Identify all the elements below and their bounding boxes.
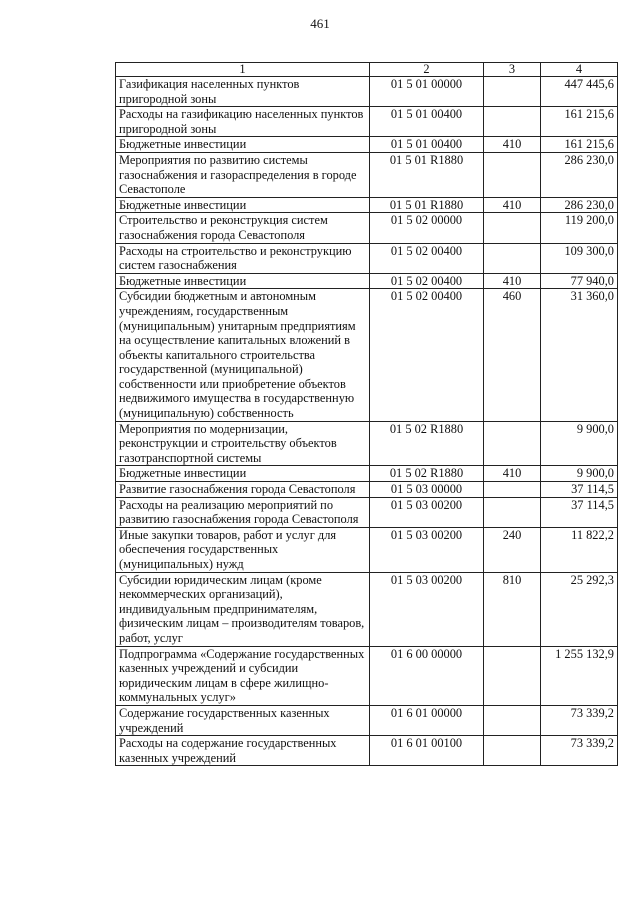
table-row xyxy=(116,213,618,243)
expense-type xyxy=(484,213,541,243)
item-name: Строительство и реконструкция систем газоснабжения города Севастополя xyxy=(116,213,370,243)
item-name: Бюджетные инвестиции xyxy=(116,197,370,213)
item-name: Бюджетные инвестиции xyxy=(116,137,370,153)
expense-type xyxy=(484,646,541,705)
item-amount: 25 292,3 xyxy=(541,572,618,646)
table-row xyxy=(116,497,618,527)
item-amount: 73 339,2 xyxy=(541,705,618,735)
table-row xyxy=(116,273,618,289)
expense-type xyxy=(484,152,541,197)
item-name: Подпрограмма «Содержание государственных казенных учреждений и субсидии юридическим лицам в сфере жилищно-коммунальных услуг» xyxy=(116,646,370,705)
table-row xyxy=(116,527,618,572)
item-code: 01 5 03 00200 xyxy=(370,527,484,572)
item-code: 01 5 02 00400 xyxy=(370,289,484,421)
expense-type: 410 xyxy=(484,197,541,213)
expense-type: 460 xyxy=(484,289,541,421)
item-amount: 119 200,0 xyxy=(541,213,618,243)
item-name: Бюджетные инвестиции xyxy=(116,466,370,482)
item-amount: 37 114,5 xyxy=(541,497,618,527)
item-amount: 161 215,6 xyxy=(541,137,618,153)
table-row xyxy=(116,243,618,273)
expense-type xyxy=(484,243,541,273)
expense-type xyxy=(484,482,541,498)
item-name: Расходы на реализацию мероприятий по развитию газоснабжения города Севастополя xyxy=(116,497,370,527)
column-header: 3 xyxy=(484,63,541,77)
item-amount: 9 900,0 xyxy=(541,421,618,466)
item-code: 01 5 01 R1880 xyxy=(370,197,484,213)
item-code: 01 6 00 00000 xyxy=(370,646,484,705)
expense-type xyxy=(484,497,541,527)
expense-type xyxy=(484,421,541,466)
item-code: 01 5 01 00400 xyxy=(370,137,484,153)
item-name: Развитие газоснабжения города Севастополя xyxy=(116,482,370,498)
item-amount: 37 114,5 xyxy=(541,482,618,498)
table-row xyxy=(116,197,618,213)
item-code: 01 5 03 00000 xyxy=(370,482,484,498)
expense-type: 240 xyxy=(484,527,541,572)
expense-type xyxy=(484,736,541,766)
item-name: Субсидии юридическим лицам (кроме некоммерческих организаций), индивидуальным предпринимателям, физическим лицам – производителям товаров, работ, услуг xyxy=(116,572,370,646)
item-name: Содержание государственных казенных учреждений xyxy=(116,705,370,735)
expense-type: 410 xyxy=(484,466,541,482)
table-row xyxy=(116,289,618,421)
table-row xyxy=(116,482,618,498)
item-amount: 109 300,0 xyxy=(541,243,618,273)
expense-type xyxy=(484,107,541,137)
expense-type: 810 xyxy=(484,572,541,646)
page-number: 461 xyxy=(310,16,330,31)
item-name: Мероприятия по развитию системы газоснабжения и газораспределения в городе Севастополе xyxy=(116,152,370,197)
item-amount: 286 230,0 xyxy=(541,152,618,197)
item-code: 01 6 01 00100 xyxy=(370,736,484,766)
item-code: 01 5 03 00200 xyxy=(370,497,484,527)
expense-type xyxy=(484,77,541,107)
item-name: Расходы на содержание государственных казенных учреждений xyxy=(116,736,370,766)
item-code: 01 5 02 R1880 xyxy=(370,466,484,482)
item-code: 01 5 02 00000 xyxy=(370,213,484,243)
expense-type xyxy=(484,705,541,735)
table-row xyxy=(116,572,618,646)
table-row xyxy=(116,421,618,466)
table-row xyxy=(116,107,618,137)
item-amount: 447 445,6 xyxy=(541,77,618,107)
item-amount: 1 255 132,9 xyxy=(541,646,618,705)
item-amount: 9 900,0 xyxy=(541,466,618,482)
item-amount: 161 215,6 xyxy=(541,107,618,137)
column-header: 1 xyxy=(116,63,370,77)
table-row xyxy=(116,152,618,197)
item-code: 01 5 02 00400 xyxy=(370,273,484,289)
item-code: 01 5 02 00400 xyxy=(370,243,484,273)
item-code: 01 5 02 R1880 xyxy=(370,421,484,466)
item-name: Бюджетные инвестиции xyxy=(116,273,370,289)
table-row xyxy=(116,137,618,153)
table-header-row xyxy=(116,63,618,77)
item-amount: 31 360,0 xyxy=(541,289,618,421)
column-header: 2 xyxy=(370,63,484,77)
item-code: 01 6 01 00000 xyxy=(370,705,484,735)
item-name: Газификация населенных пунктов пригородной зоны xyxy=(116,77,370,107)
table-row xyxy=(116,646,618,705)
table-row xyxy=(116,705,618,735)
item-code: 01 5 01 00000 xyxy=(370,77,484,107)
item-amount: 286 230,0 xyxy=(541,197,618,213)
table-row xyxy=(116,736,618,766)
item-name: Субсидии бюджетным и автономным учреждениям, государственным (муниципальным) унитарным предприятиям на осуществление капитальных вложений в объекты капитального строительства государственной (муниципальной) собственности или приобретение объектов недвижимого имущества в государственную (муниципальную) собственность xyxy=(116,289,370,421)
expense-type: 410 xyxy=(484,273,541,289)
item-amount: 77 940,0 xyxy=(541,273,618,289)
expense-type: 410 xyxy=(484,137,541,153)
item-amount: 73 339,2 xyxy=(541,736,618,766)
item-name: Расходы на газификацию населенных пунктов пригородной зоны xyxy=(116,107,370,137)
item-code: 01 5 01 00400 xyxy=(370,107,484,137)
item-name: Расходы на строительство и реконструкцию систем газоснабжения xyxy=(116,243,370,273)
budget-table xyxy=(115,62,618,766)
item-name: Мероприятия по модернизации, реконструкции и строительству объектов газотранспортной системы xyxy=(116,421,370,466)
item-amount: 11 822,2 xyxy=(541,527,618,572)
table-row xyxy=(116,77,618,107)
column-header: 4 xyxy=(541,63,618,77)
item-name: Иные закупки товаров, работ и услуг для обеспечения государственных (муниципальных) нужд xyxy=(116,527,370,572)
item-code: 01 5 03 00200 xyxy=(370,572,484,646)
table-row xyxy=(116,466,618,482)
item-code: 01 5 01 R1880 xyxy=(370,152,484,197)
